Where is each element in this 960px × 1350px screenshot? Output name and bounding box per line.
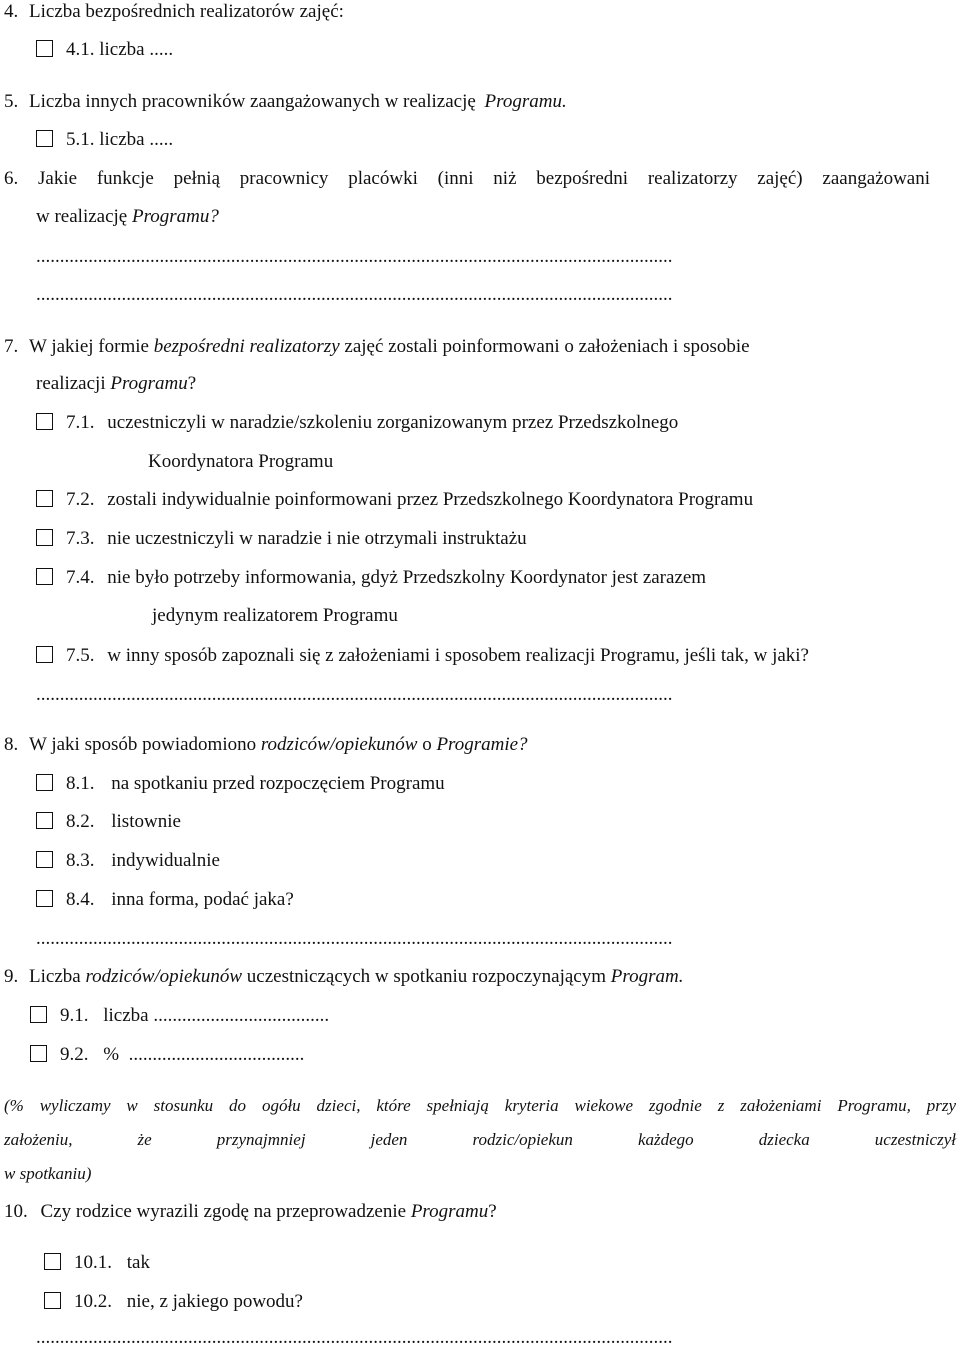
- option-number: 8.1.: [66, 773, 95, 794]
- option-7-1[interactable]: [36, 411, 678, 435]
- option-number: 10.1.: [74, 1252, 112, 1273]
- option-number: 9.2.: [60, 1044, 89, 1065]
- option-text: % .....................................: [103, 1044, 305, 1065]
- answer-line[interactable]: ......................................................................................................................................: [36, 928, 673, 949]
- checkbox[interactable]: [44, 1292, 61, 1309]
- checkbox[interactable]: [36, 568, 53, 585]
- question-number: 10.: [4, 1201, 28, 1222]
- checkbox[interactable]: [30, 1006, 47, 1023]
- checkbox[interactable]: [36, 646, 53, 663]
- option-9-2[interactable]: [30, 1043, 304, 1067]
- checkbox[interactable]: [44, 1253, 61, 1270]
- option-number: 8.2.: [66, 811, 95, 832]
- answer-line[interactable]: ......................................................................................................................................: [36, 684, 673, 705]
- option-7-4-line2: jedynym realizatorem Programu: [152, 605, 398, 626]
- option-7-5[interactable]: [36, 644, 809, 668]
- checkbox[interactable]: [36, 490, 53, 507]
- option-text: nie uczestniczyli w naradzie i nie otrzymali instruktażu: [107, 528, 527, 549]
- question-number: 9.: [4, 966, 19, 987]
- checkbox[interactable]: [36, 529, 53, 546]
- option-number: 7.3.: [66, 528, 95, 549]
- question-4: [4, 0, 344, 24]
- option-text: tak: [126, 1252, 150, 1273]
- checkbox[interactable]: [36, 851, 53, 868]
- checkbox[interactable]: [36, 774, 53, 791]
- question-text: Liczba bezpośrednich realizatorów zajęć:: [29, 1, 344, 22]
- question-number: 4.: [4, 1, 19, 22]
- option-7-4[interactable]: [36, 566, 706, 590]
- question-7-line2: realizacji Programu?: [36, 373, 197, 394]
- option-text: zostali indywidualnie poinformowani przez Przedszkolnego Koordynatora Programu: [107, 489, 754, 510]
- option-number: 10.2.: [74, 1291, 112, 1312]
- question-text: Liczba innych pracowników zaangażowanych w realizację: [29, 91, 476, 112]
- option-10-1[interactable]: [44, 1251, 150, 1275]
- option-text: liczba .....................................: [103, 1005, 330, 1026]
- option-10-2[interactable]: [44, 1290, 303, 1314]
- question-number: 5.: [4, 91, 19, 112]
- checkbox[interactable]: [30, 1045, 47, 1062]
- option-7-3[interactable]: [36, 527, 527, 551]
- question-5: [4, 90, 567, 114]
- option-number: 7.1.: [66, 412, 95, 433]
- question-text-line1: 6. Jakie funkcje pełnią pracownicy placówki (inni niż bezpośredni realizatorzy zajęć) zaangażowani: [4, 168, 930, 189]
- question-number: 7.: [4, 336, 19, 357]
- option-8-4[interactable]: [36, 888, 294, 912]
- option-number: 4.1.: [66, 39, 95, 60]
- option-text: liczba .....: [99, 129, 174, 150]
- checkbox[interactable]: [36, 413, 53, 430]
- answer-line[interactable]: ......................................................................................................................................: [36, 246, 673, 267]
- option-7-1-line2: Koordynatora Programu: [148, 451, 334, 472]
- option-4-1[interactable]: [36, 38, 173, 62]
- checkbox[interactable]: [36, 812, 53, 829]
- note-line2: założeniu, że przynajmniej jeden rodzic/opiekun każdego dziecka uczestniczył: [4, 1130, 956, 1149]
- note-line1: (% wyliczamy w stosunku do ogółu dzieci, które spełniają kryteria wiekowe zgodnie z założeniami Programu, przy: [4, 1096, 956, 1115]
- checkbox[interactable]: [36, 130, 53, 147]
- question-text-italic: Programu.: [484, 91, 567, 112]
- option-text: w inny sposób zapoznali się z założeniami i sposobem realizacji Programu, jeśli tak, w jaki?: [107, 645, 809, 666]
- option-number: 8.4.: [66, 889, 95, 910]
- question-6: [4, 167, 930, 191]
- question-9: 9. Liczba rodziców/opiekunów uczestniczących w spotkaniu rozpoczynającym Program.: [4, 966, 684, 987]
- checkbox[interactable]: [36, 40, 53, 57]
- question-10: 10. Czy rodzice wyrazili zgodę na przeprowadzenie Programu?: [4, 1201, 497, 1222]
- option-text: inna forma, podać jaka?: [111, 889, 294, 910]
- option-text: indywidualnie: [111, 850, 220, 871]
- question-8: 8. W jaki sposób powiadomiono rodziców/opiekunów o Programie?: [4, 734, 528, 755]
- note-line3: w spotkaniu): [4, 1164, 92, 1183]
- option-number: 7.5.: [66, 645, 95, 666]
- option-7-2[interactable]: [36, 488, 753, 512]
- checkbox[interactable]: [36, 890, 53, 907]
- option-number: 7.4.: [66, 567, 95, 588]
- option-text: na spotkaniu przed rozpoczęciem Programu: [111, 773, 445, 794]
- option-text: listownie: [111, 811, 181, 832]
- question-number: 8.: [4, 734, 19, 755]
- option-number: 7.2.: [66, 489, 95, 510]
- question-6-line2: w realizację Programu?: [36, 206, 219, 227]
- option-8-1[interactable]: [36, 772, 445, 796]
- option-number: 9.1.: [60, 1005, 89, 1026]
- option-5-1[interactable]: [36, 128, 173, 152]
- answer-line[interactable]: ......................................................................................................................................: [36, 284, 673, 305]
- option-text: liczba .....: [99, 39, 174, 60]
- option-text: nie było potrzeby informowania, gdyż Przedszkolny Koordynator jest zarazem: [107, 567, 707, 588]
- option-8-2[interactable]: [36, 810, 181, 834]
- question-7: 7. W jakiej formie bezpośredni realizatorzy zajęć zostali poinformowani o założeniach i sposobie: [4, 336, 750, 357]
- option-8-3[interactable]: [36, 849, 220, 873]
- option-text: uczestniczyli w naradzie/szkoleniu zorganizowanym przez Przedszkolnego: [107, 412, 679, 433]
- question-number: 6.: [4, 168, 19, 189]
- answer-line[interactable]: ......................................................................................................................................: [36, 1327, 673, 1348]
- option-number: 5.1.: [66, 129, 95, 150]
- option-9-1[interactable]: [30, 1004, 329, 1028]
- option-number: 8.3.: [66, 850, 95, 871]
- option-text: nie, z jakiego powodu?: [126, 1291, 303, 1312]
